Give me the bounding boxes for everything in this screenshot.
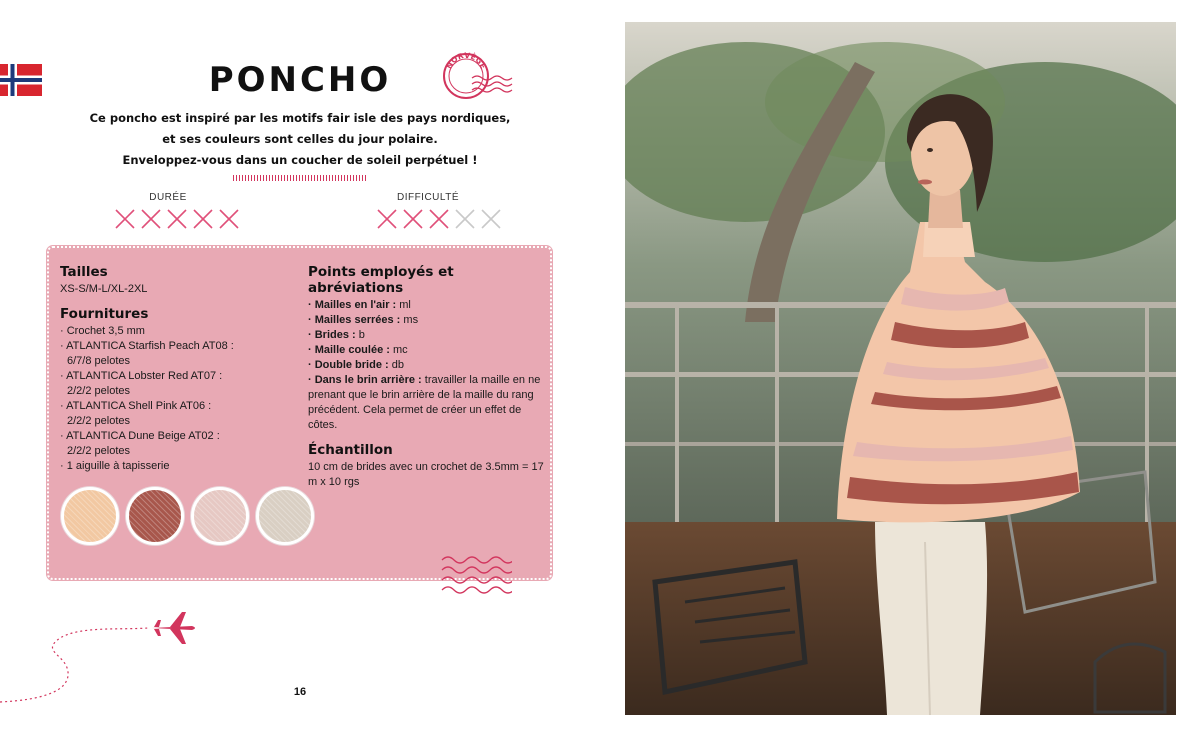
supplies-title: Fournitures — [60, 306, 149, 322]
sizes-value: XS-S/M-L/XL-2XL — [60, 283, 148, 295]
gauge-title: Échantillon — [308, 442, 393, 458]
stitch-abbr: ms — [400, 314, 419, 326]
stitch-term: · Brides : — [308, 329, 356, 341]
stitch-term: · Mailles en l'air : — [308, 299, 397, 311]
yarn-swatch — [61, 487, 119, 545]
supply-item: · ATLANTICA Shell Pink AT06 : — [60, 400, 212, 412]
page-number: 16 — [293, 686, 307, 698]
stitches-column — [308, 264, 544, 490]
stitch-term: · Dans le brin arrière : — [308, 374, 422, 386]
intro-line: et ses couleurs sont celles du jour polaire. — [162, 132, 438, 146]
yarn-swatches — [61, 487, 314, 545]
x-mark-filled-icon — [192, 208, 214, 230]
stitch-abbr: ml — [396, 299, 411, 311]
intro-text — [80, 108, 520, 171]
stamp-text: NORVÈGE — [444, 50, 488, 71]
stitch-abbr: b — [355, 329, 365, 341]
gauge-text: 10 cm de brides avec un crochet de 3.5mm = 17 m x 10 rgs — [308, 461, 544, 488]
x-mark-filled-icon — [376, 208, 398, 230]
stitch-item — [308, 313, 544, 328]
yarn-swatch — [191, 487, 249, 545]
intro-line: Enveloppez-vous dans un coucher de soleil perpétuel ! — [122, 153, 478, 167]
decorative-divider — [233, 175, 366, 181]
duration-rating — [114, 208, 240, 230]
intro-line: Ce poncho est inspiré par les motifs fair isle des pays nordiques, — [89, 111, 511, 125]
stitch-item — [308, 298, 544, 313]
supply-item: 2/2/2 pelotes — [67, 385, 130, 397]
x-mark-filled-icon — [140, 208, 162, 230]
supply-item: · 1 aiguille à tapisserie — [60, 460, 170, 472]
x-mark-filled-icon — [166, 208, 188, 230]
sizes-title: Tailles — [60, 264, 108, 280]
x-mark-filled-icon — [218, 208, 240, 230]
stitch-abbr: travailler la maille en ne prenant que le brin arrière de la maille du rang précédent. Cela permet de créer un effet de côtes. — [308, 374, 541, 431]
stitch-item — [308, 373, 544, 433]
x-mark-empty-icon — [480, 208, 502, 230]
x-mark-filled-icon — [114, 208, 136, 230]
supply-item: · ATLANTICA Dune Beige AT02 : — [60, 430, 220, 442]
supply-item: · Crochet 3,5 mm — [60, 325, 145, 337]
wave-decoration-icon — [440, 552, 512, 600]
supply-item: 2/2/2 pelotes — [67, 445, 130, 457]
materials-column — [60, 264, 295, 474]
supply-item: 6/7/8 pelotes — [67, 355, 130, 367]
page-title: PONCHO — [208, 60, 392, 100]
yarn-swatch — [256, 487, 314, 545]
duration-label: DURÉE — [149, 192, 187, 203]
supply-item: 2/2/2 pelotes — [67, 415, 130, 427]
photo-illustration — [625, 22, 1176, 715]
x-mark-filled-icon — [428, 208, 450, 230]
stitch-item — [308, 358, 544, 373]
norway-flag-icon — [0, 64, 42, 96]
stitch-abbr: mc — [389, 344, 408, 356]
stitch-term: · Double bride : — [308, 359, 389, 371]
stitch-abbr: db — [388, 359, 404, 371]
difficulty-rating — [376, 208, 502, 230]
stitches-title: Points employés et abréviations — [308, 264, 454, 296]
stitches-list — [308, 298, 544, 433]
x-mark-empty-icon — [454, 208, 476, 230]
model-photo — [625, 22, 1176, 715]
supplies-list — [60, 324, 295, 474]
norway-stamp-icon — [436, 48, 516, 106]
stitch-item — [308, 328, 544, 343]
right-page — [600, 0, 1200, 737]
airplane-icon — [0, 600, 210, 710]
x-mark-filled-icon — [402, 208, 424, 230]
stitch-term: · Mailles serrées : — [308, 314, 401, 326]
supply-item: · ATLANTICA Lobster Red AT07 : — [60, 370, 223, 382]
difficulty-label: DIFFICULTÉ — [396, 192, 460, 203]
stitch-item — [308, 343, 544, 358]
stitch-term: · Maille coulée : — [308, 344, 390, 356]
supply-item: · ATLANTICA Starfish Peach AT08 : — [60, 340, 234, 352]
yarn-swatch — [126, 487, 184, 545]
